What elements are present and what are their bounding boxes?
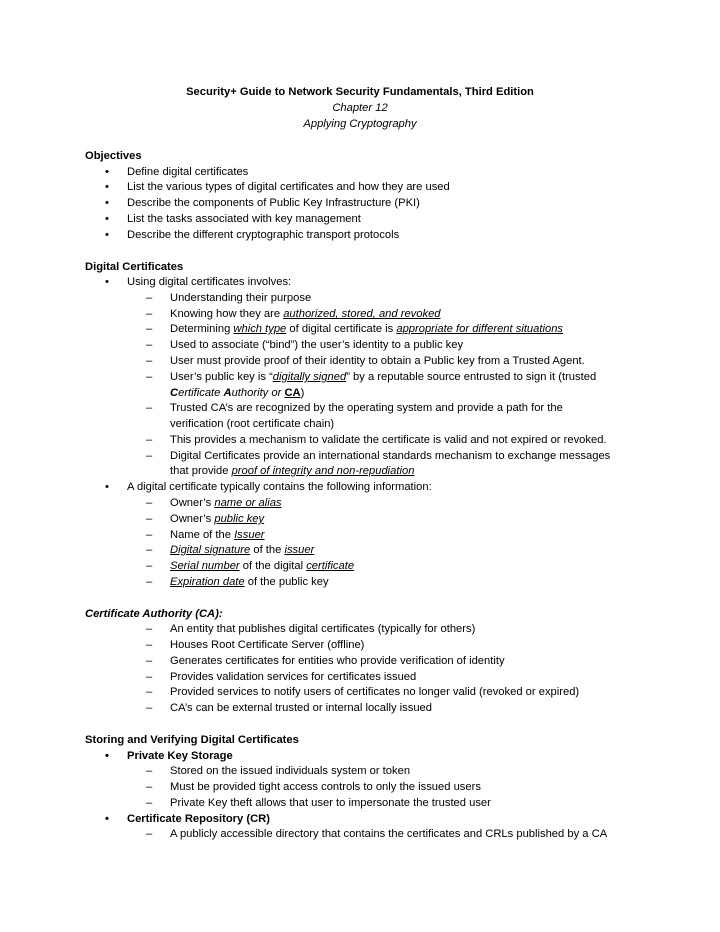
bullet-icon: • <box>105 229 109 241</box>
dash-icon: – <box>146 671 153 683</box>
sub-list-item-continued: Certificate Authority or CA) <box>170 387 305 399</box>
sub-list-item: – An entity that publishes digital certificates (typically for others) <box>170 622 648 638</box>
sub-list-item: – Expiration date of the public key <box>170 575 648 591</box>
sub-list-item: – Stored on the issued individuals system or token <box>170 764 648 780</box>
dash-icon: – <box>146 702 153 714</box>
sub-list-item-continued: that provide proof of integrity and non-repudiation <box>170 465 415 477</box>
dash-icon: – <box>146 355 153 367</box>
sub-list-item: – Owner’s public key <box>170 512 648 528</box>
dash-icon: – <box>146 828 153 840</box>
dash-icon: – <box>146 308 153 320</box>
sub-list-item: – Must be provided tight access controls to only the issued users <box>170 780 648 796</box>
sub-list-item: – This provides a mechanism to validate the certificate is valid and not expired or revoked. <box>170 433 648 449</box>
sub-list-item: – Digital Certificates provide an international standards mechanism to exchange messages <box>170 449 648 465</box>
sub-list-item: – Knowing how they are authorized, stored, and revoked <box>170 307 648 323</box>
dash-icon: – <box>146 371 153 383</box>
dash-icon: – <box>146 544 153 556</box>
document-title: Security+ Guide to Network Security Fundamentals, Third Edition <box>186 86 534 98</box>
chapter-label: Chapter 12 <box>332 102 388 114</box>
sub-list-item: – Used to associate (“bind”) the user’s identity to a public key <box>170 338 648 354</box>
sub-list-item: – Owner’s name or alias <box>170 496 648 512</box>
bullet-icon: • <box>105 813 109 825</box>
bullet-icon: • <box>105 213 109 225</box>
dash-icon: – <box>146 292 153 304</box>
sub-list-item: – Private Key theft allows that user to impersonate the trusted user <box>170 796 648 812</box>
section-ca-title: Certificate Authority (CA): <box>85 608 223 620</box>
dash-icon: – <box>146 513 153 525</box>
list-item: • List the tasks associated with key management <box>127 212 361 228</box>
dash-icon: – <box>146 781 153 793</box>
dash-icon: – <box>146 576 153 588</box>
bullet-icon: • <box>105 750 109 762</box>
bullet-icon: • <box>105 276 109 288</box>
bullet-icon: • <box>105 197 109 209</box>
list-item: • Certificate Repository (CR) <box>127 812 270 828</box>
sub-list-item: – User must provide proof of their identity to obtain a Public key from a Trusted Agent. <box>170 354 648 370</box>
bullet-icon: • <box>105 481 109 493</box>
sub-list-item: – Digital signature of the issuer <box>170 543 648 559</box>
chapter-subtitle: Applying Cryptography <box>303 118 417 130</box>
dash-icon: – <box>146 323 153 335</box>
dash-icon: – <box>146 529 153 541</box>
list-item: • Using digital certificates involves: <box>127 275 291 291</box>
sub-list-item: – Name of the Issuer <box>170 528 648 544</box>
section-storing-title: Storing and Verifying Digital Certificates <box>85 734 299 746</box>
dash-icon: – <box>146 560 153 572</box>
sub-list-item: – Understanding their purpose <box>170 291 648 307</box>
list-item: • Define digital certificates <box>127 165 248 181</box>
dash-icon: – <box>146 655 153 667</box>
sub-list-item: – Trusted CA’s are recognized by the operating system and provide a path for the <box>170 401 648 417</box>
list-item: • Describe the components of Public Key Infrastructure (PKI) <box>127 196 420 212</box>
sub-list-item: – User’s public key is “digitally signed” by a reputable source entrusted to sign it (trusted <box>170 370 648 386</box>
sub-list-item-continued: verification (root certificate chain) <box>170 418 335 430</box>
dash-icon: – <box>146 797 153 809</box>
sub-list-item: – Serial number of the digital certificate <box>170 559 648 575</box>
dash-icon: – <box>146 639 153 651</box>
dash-icon: – <box>146 434 153 446</box>
list-item: • Private Key Storage <box>127 749 233 765</box>
bullet-icon: • <box>105 181 109 193</box>
sub-list-item: – Provided services to notify users of certificates no longer valid (revoked or expired) <box>170 685 648 701</box>
dash-icon: – <box>146 497 153 509</box>
document-header <box>0 84 720 132</box>
section-digital-certificates-title: Digital Certificates <box>85 261 184 273</box>
dash-icon: – <box>146 450 153 462</box>
list-item: • Describe the different cryptographic transport protocols <box>127 228 399 244</box>
dash-icon: – <box>146 402 153 414</box>
bullet-icon: • <box>105 166 109 178</box>
section-objectives-title: Objectives <box>85 150 142 162</box>
dash-icon: – <box>146 339 153 351</box>
sub-list-item: – Generates certificates for entities who provide verification of identity <box>170 654 648 670</box>
sub-list-item: – Houses Root Certificate Server (offline) <box>170 638 648 654</box>
dash-icon: – <box>146 765 153 777</box>
sub-list-item: – Provides validation services for certificates issued <box>170 670 648 686</box>
list-item: • A digital certificate typically contains the following information: <box>127 480 432 496</box>
sub-list-item: – CA’s can be external trusted or internal locally issued <box>170 701 648 717</box>
list-item: • List the various types of digital certificates and how they are used <box>127 180 450 196</box>
dash-icon: – <box>146 686 153 698</box>
sub-list-item: – Determining which type of digital certificate is appropriate for different situations <box>170 322 648 338</box>
sub-list-item: – A publicly accessible directory that contains the certificates and CRLs published by a CA <box>170 827 648 843</box>
dash-icon: – <box>146 623 153 635</box>
